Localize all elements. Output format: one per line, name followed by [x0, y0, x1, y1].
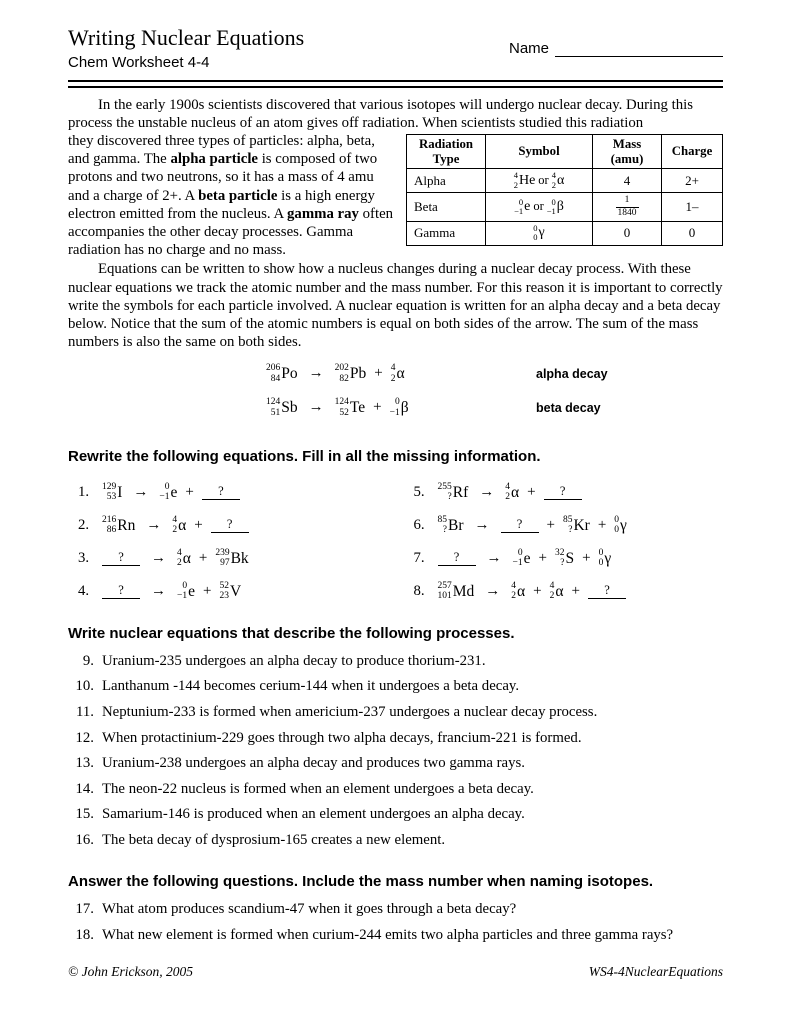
list-item	[68, 677, 723, 695]
symbol-cell	[486, 221, 593, 245]
nuclide-Sb	[266, 397, 298, 418]
mass-number: 85	[437, 515, 447, 526]
plus-sign: +	[597, 516, 607, 533]
nuclide-numbers	[159, 482, 169, 503]
reaction-arrow-icon: →	[133, 483, 149, 500]
element-symbol: Kr	[573, 516, 590, 534]
atomic-number: 2	[390, 373, 396, 384]
text-segment: often accompanies the other decay processes. Gamma radiation has no charge and no mass.	[68, 205, 394, 259]
nuclide-γ	[533, 224, 544, 243]
item-text: Lanthanum -144 becomes cerium-144 when it undergoes a beta decay.	[102, 678, 520, 695]
value-text: 4	[623, 172, 631, 188]
item-number: 14.	[75, 780, 94, 797]
atomic-number: ?	[447, 492, 452, 503]
list-item	[68, 926, 723, 944]
mass-number: 4	[390, 363, 396, 374]
element-symbol: β	[400, 399, 409, 417]
item-number: 16.	[75, 831, 94, 848]
atomic-number: 101	[437, 591, 452, 602]
atomic-number: 2	[549, 591, 555, 602]
nuclide-numbers	[511, 581, 516, 602]
intro-block	[68, 88, 723, 260]
fraction-denominator: 1840	[617, 207, 637, 218]
atomic-number: −1	[159, 492, 170, 503]
element-symbol: e	[188, 582, 195, 600]
mass-number: 0	[517, 548, 523, 559]
nuclear-equation	[438, 515, 627, 536]
plus-sign: +	[571, 582, 580, 599]
nuclide-numbers	[513, 548, 523, 569]
mass-number: 0	[551, 196, 556, 207]
worksheet-header	[68, 26, 723, 71]
nuclide-γ	[599, 548, 612, 569]
radiation-row	[407, 221, 723, 245]
element-symbol: α	[396, 365, 405, 383]
radiation-table-header-row	[407, 135, 723, 169]
missing-term-blank: ?	[501, 517, 539, 533]
atomic-number: 23	[219, 591, 229, 602]
element-symbol: β	[556, 199, 564, 215]
problem-row	[414, 515, 724, 536]
radiation-table-head	[407, 135, 723, 169]
intro-lead-text: In the early 1900s scientists discovered that various isotopes will undergo nuclear decay. During this process the unstable nucleus of an atom gives off radiation. When scientists studied this radiation	[68, 96, 694, 131]
plus-sign: +	[527, 483, 536, 500]
nuclide-Te	[335, 397, 366, 418]
problem-row	[414, 482, 724, 503]
text-segment: is composed of two protons and two neutrons, so it has a mass of 4 amu and a charge of 2+. A	[68, 151, 378, 204]
element-symbol: α	[182, 549, 191, 567]
bold-term: gamma ray	[287, 205, 359, 222]
nuclide-α	[391, 363, 405, 384]
problem-number: 2.	[78, 516, 90, 533]
atomic-number: −1	[389, 407, 400, 418]
nuclide-numbers	[533, 224, 537, 243]
nuclide-α	[552, 171, 565, 190]
reaction-arrow-icon: →	[485, 582, 501, 599]
mass-number: 129	[102, 482, 117, 493]
example-label: beta decay	[536, 400, 601, 415]
element-symbol: S	[565, 549, 575, 567]
mass-fraction	[616, 195, 639, 219]
column-header: Mass (amu)	[593, 135, 662, 169]
questions-section-list	[68, 900, 723, 951]
example-label: alpha decay	[536, 366, 608, 381]
atomic-number: 97	[220, 558, 230, 569]
reaction-arrow-icon: →	[151, 582, 166, 599]
write-section-heading: Write nuclear equations that describe the following processes.	[68, 624, 515, 642]
mass-number: 4	[513, 170, 518, 181]
charge-cell: 1–	[662, 193, 723, 222]
radiation-type-cell: Gamma	[407, 221, 486, 245]
or-label: or	[533, 199, 544, 213]
nuclide-numbers	[514, 171, 518, 190]
or-label: or	[538, 172, 549, 187]
plus-sign: +	[185, 483, 194, 500]
item-number: 18.	[75, 926, 94, 943]
list-item	[68, 703, 723, 721]
problem-number: 6.	[413, 516, 425, 533]
charge-cell: 0	[662, 221, 723, 245]
reaction-arrow-icon: →	[146, 516, 162, 533]
questions-section-heading: Answer the following questions. Include the mass number when naming isotopes.	[68, 873, 654, 891]
element-symbol: Md	[452, 582, 475, 600]
nuclear-equation	[102, 548, 249, 569]
atomic-number: 52	[339, 407, 349, 418]
atomic-number: 51	[270, 407, 281, 418]
radiation-table	[406, 134, 723, 246]
mass-number: 239	[215, 548, 230, 559]
item-text: What atom produces scandium-47 when it goes through a beta decay?	[102, 901, 517, 918]
atomic-number: 2	[172, 525, 178, 536]
mass-number: 0	[614, 515, 620, 526]
nuclide-Br	[438, 515, 464, 536]
nuclide-Po	[266, 363, 298, 384]
nuclear-equation	[438, 548, 612, 569]
nuclide-γ	[614, 515, 627, 536]
plus-sign: +	[373, 399, 382, 416]
mass-number: 124	[334, 397, 349, 408]
nuclide-numbers	[102, 482, 116, 503]
nuclide-numbers	[555, 548, 565, 569]
mass-number: 216	[102, 515, 117, 526]
nuclide-I	[102, 482, 122, 503]
mass-number: 202	[334, 363, 349, 374]
radiation-table-body	[407, 169, 723, 245]
mass-number: 255	[437, 482, 452, 493]
reaction-arrow-icon: →	[479, 483, 495, 500]
name-block	[509, 40, 723, 57]
problem-row	[78, 581, 388, 602]
problem-number: 4.	[78, 582, 90, 599]
fraction-numerator: 1	[624, 195, 630, 206]
nuclide-e	[159, 482, 177, 503]
nuclear-equation	[266, 363, 488, 384]
nuclide-numbers	[215, 548, 229, 569]
problem-row	[78, 482, 388, 503]
atomic-number: 86	[106, 525, 117, 536]
nuclide-numbers	[390, 397, 400, 418]
atomic-number: ?	[442, 525, 447, 536]
element-symbol: Te	[349, 399, 366, 417]
missing-term-blank: ?	[202, 484, 240, 500]
page-subtitle: Chem Worksheet 4-4	[68, 53, 210, 71]
nuclide-Rn	[102, 515, 135, 536]
mass-cell	[593, 193, 662, 222]
nuclide-Md	[438, 581, 475, 602]
problem-row	[414, 581, 724, 602]
element-symbol: e	[523, 549, 531, 567]
atomic-number: 84	[270, 373, 281, 384]
list-item	[68, 652, 723, 670]
element-symbol: He	[518, 172, 536, 188]
nuclide-S	[555, 548, 574, 569]
missing-term-blank: ?	[588, 583, 626, 599]
nuclide-numbers	[599, 548, 604, 569]
radiation-type-cell: Beta	[407, 193, 486, 222]
equations-paragraph: Equations can be written to show how a nucleus changes during a nuclear decay process. With these nuclear equations we track the atomic number and the mass number. For this reason it is important to correctly write the symbols for each particle involved. A nuclear equation is written for an alpha decay and a beta decay below. Notice that the sum of the atomic numbers is equal on both sides of the arrow. The sum of the mass numbers is also the same on both sides.	[68, 261, 723, 351]
nuclear-equation	[438, 581, 626, 602]
reaction-arrow-icon: →	[308, 365, 324, 382]
nuclide-β	[547, 198, 564, 217]
nuclide-numbers	[177, 548, 182, 569]
element-symbol: Bk	[230, 549, 249, 567]
nuclide-He	[514, 171, 536, 190]
nuclide-numbers	[614, 515, 619, 536]
nuclide-numbers	[335, 397, 349, 418]
nuclide-numbers	[505, 482, 510, 503]
reaction-arrow-icon: →	[308, 399, 324, 416]
radiation-row	[407, 193, 723, 222]
problem-row	[78, 515, 388, 536]
list-item	[68, 900, 723, 918]
radiation-row	[407, 169, 723, 193]
problem-number: 5.	[413, 483, 425, 500]
example-equations-block	[266, 363, 723, 431]
nuclide-numbers	[266, 397, 280, 418]
atomic-number: −1	[512, 558, 523, 569]
mass-number: 4	[549, 581, 555, 592]
nuclide-V	[219, 581, 241, 602]
worksheet-id-text: WS4-4NuclearEquations	[588, 964, 723, 979]
column-header: Symbol	[486, 135, 593, 169]
element-symbol: Sb	[281, 399, 298, 417]
nuclide-numbers	[438, 515, 448, 536]
nuclide-numbers	[438, 581, 452, 602]
atomic-number: 2	[505, 492, 510, 503]
plus-sign: +	[203, 582, 212, 599]
element-symbol: Br	[448, 516, 464, 534]
item-text: Neptunium-233 is formed when americium-237 undergoes a nuclear decay process.	[102, 703, 598, 720]
charge-cell: 2+	[662, 169, 723, 193]
nuclide-e	[177, 581, 195, 602]
atomic-number: 0	[533, 232, 538, 243]
nuclide-numbers	[552, 171, 556, 190]
item-number: 13.	[75, 755, 94, 772]
item-text: The beta decay of dysprosium-165 creates a new element.	[102, 831, 446, 848]
mass-number: 32	[554, 548, 565, 559]
list-item	[68, 831, 723, 849]
element-symbol: I	[117, 483, 123, 501]
symbol-cell	[486, 193, 593, 222]
mass-number: 4	[177, 548, 182, 559]
item-number: 9.	[82, 652, 94, 669]
plus-sign: +	[538, 549, 547, 566]
atomic-number: 2	[511, 591, 517, 602]
nuclide-numbers	[514, 198, 523, 217]
nuclide-numbers	[563, 515, 573, 536]
header-divider-rule	[68, 80, 723, 88]
mass-cell	[593, 221, 662, 245]
problem-row	[414, 548, 724, 569]
mass-number: 257	[437, 581, 452, 592]
element-symbol: V	[229, 582, 242, 600]
write-section-list	[68, 652, 723, 857]
missing-term-blank: ?	[102, 583, 140, 599]
nuclide-numbers	[177, 581, 187, 602]
list-item	[68, 729, 723, 747]
element-symbol: e	[524, 199, 531, 215]
mass-number: 4	[511, 581, 517, 592]
problem-number: 7.	[413, 549, 425, 566]
nuclear-equation	[102, 515, 249, 536]
item-text: Uranium-238 undergoes an alpha decay and produces two gamma rays.	[102, 755, 525, 772]
nuclide-α	[505, 482, 519, 503]
atomic-number: ?	[568, 525, 573, 536]
rewrite-problems-grid	[78, 476, 723, 608]
problem-row	[78, 548, 388, 569]
name-blank-line	[555, 40, 723, 57]
nuclide-α	[177, 548, 191, 569]
nuclide-α	[172, 515, 186, 536]
nuclear-equation	[102, 482, 240, 503]
missing-term-blank: ?	[544, 484, 582, 500]
mass-number: 206	[266, 363, 281, 374]
item-number: 11.	[76, 703, 94, 720]
element-symbol: α	[555, 582, 564, 600]
plus-sign: +	[198, 549, 208, 566]
mass-number: 4	[172, 515, 178, 526]
nuclide-Kr	[563, 515, 590, 536]
atomic-number: 0	[598, 558, 604, 569]
element-symbol: Po	[281, 365, 298, 383]
plus-sign: +	[546, 516, 555, 533]
item-number: 10.	[75, 678, 94, 695]
atomic-number: 2	[551, 179, 556, 190]
atomic-number: 82	[339, 373, 349, 384]
item-text: Samarium-146 is produced when an element undergoes an alpha decay.	[102, 806, 525, 823]
element-symbol: α	[556, 172, 565, 188]
list-item	[68, 780, 723, 798]
value-text: 0	[623, 225, 631, 241]
item-number: 15.	[75, 806, 94, 823]
name-label: Name	[508, 40, 549, 57]
nuclide-numbers	[547, 198, 556, 217]
plus-sign: +	[582, 549, 591, 566]
text-segment: is a high energy electron emitted from the nucleus. A	[68, 187, 375, 222]
nuclide-numbers	[102, 515, 116, 536]
element-symbol: α	[517, 582, 526, 600]
text-segment: they discovered three types of particles: alpha, beta, and gamma. The	[68, 133, 375, 168]
mass-number: 52	[219, 581, 229, 592]
nuclide-α	[550, 581, 564, 602]
nuclide-numbers	[391, 363, 396, 384]
reaction-arrow-icon: →	[151, 549, 166, 566]
plus-sign: +	[194, 516, 203, 533]
problem-number: 3.	[78, 549, 90, 566]
nuclide-numbers	[335, 363, 349, 384]
example-equation-row	[266, 363, 723, 384]
atomic-number: −1	[546, 206, 556, 217]
nuclide-numbers	[438, 482, 452, 503]
mass-number: 124	[266, 397, 281, 408]
plus-sign: +	[533, 582, 542, 599]
symbol-cell	[486, 169, 593, 193]
page-title: Writing Nuclear Equations	[68, 25, 305, 50]
nuclide-β	[390, 397, 409, 418]
nuclide-α	[511, 581, 525, 602]
atomic-number: ?	[560, 558, 565, 569]
atomic-number: −1	[514, 206, 524, 217]
nuclide-Bk	[215, 548, 248, 569]
element-symbol: γ	[604, 549, 612, 567]
item-number: 17.	[75, 901, 94, 918]
rewrite-section-heading: Rewrite the following equations. Fill in all the missing information.	[68, 448, 541, 466]
item-text: What new element is formed when curium-244 emits two alpha particles and three gamma rays?	[102, 926, 674, 943]
nuclide-numbers	[172, 515, 177, 536]
element-symbol: Pb	[349, 365, 367, 383]
nuclide-numbers	[266, 363, 280, 384]
mass-number: 0	[598, 548, 604, 559]
column-header: Radiation Type	[407, 135, 486, 169]
nuclide-numbers	[219, 581, 229, 602]
atomic-number: −1	[177, 591, 188, 602]
mass-number: 4	[551, 170, 556, 181]
bold-term: alpha particle	[170, 151, 258, 168]
radiation-type-cell: Alpha	[407, 169, 486, 193]
nuclide-numbers	[550, 581, 555, 602]
problem-number: 8.	[413, 582, 425, 599]
nuclide-Pb	[335, 363, 367, 384]
element-symbol: α	[178, 516, 187, 534]
reaction-arrow-icon: →	[486, 549, 502, 566]
atomic-number: 2	[177, 558, 182, 569]
nuclear-equation	[438, 482, 582, 503]
mass-number: 4	[505, 482, 510, 493]
item-number: 12.	[75, 729, 94, 746]
mass-number: 0	[394, 397, 400, 408]
nuclear-equation	[102, 581, 241, 602]
element-symbol: Rn	[117, 516, 136, 534]
atomic-number: 53	[106, 492, 117, 503]
bold-term: beta particle	[198, 187, 278, 204]
nuclide-e	[514, 198, 530, 217]
item-text: The neon-22 nucleus is formed when an element undergoes a beta decay.	[102, 780, 534, 797]
column-header: Charge	[662, 135, 723, 169]
nuclide-e	[513, 548, 531, 569]
missing-term-blank: ?	[438, 550, 476, 566]
mass-number: 0	[518, 196, 524, 207]
reaction-arrow-icon: →	[474, 516, 490, 533]
mass-number: 0	[164, 482, 170, 493]
element-symbol: γ	[620, 516, 627, 534]
copyright-text: © John Erickson, 2005	[68, 964, 193, 979]
nuclide-Rf	[438, 482, 469, 503]
element-symbol: α	[511, 483, 520, 501]
atomic-number: 2	[513, 179, 518, 190]
element-symbol: Rf	[452, 483, 469, 501]
atomic-number: 0	[614, 525, 620, 536]
missing-term-blank: ?	[211, 517, 249, 533]
element-symbol: e	[170, 483, 178, 501]
nuclear-equation	[266, 397, 488, 418]
page-footer	[68, 964, 723, 980]
problem-number: 1.	[78, 483, 90, 500]
mass-number: 0	[182, 581, 188, 592]
plus-sign: +	[374, 365, 383, 382]
list-item	[68, 754, 723, 772]
mass-cell	[593, 169, 662, 193]
missing-term-blank: ?	[102, 550, 140, 566]
item-text: Uranium-235 undergoes an alpha decay to produce thorium-231.	[102, 652, 486, 669]
item-text: When protactinium-229 goes through two alpha decays, francium-221 is formed.	[102, 729, 582, 746]
mass-number: 85	[562, 515, 573, 526]
mass-number: 0	[533, 222, 538, 233]
element-symbol: γ	[538, 225, 545, 241]
title-block	[68, 26, 304, 71]
list-item	[68, 805, 723, 823]
example-equation-row	[266, 397, 723, 418]
